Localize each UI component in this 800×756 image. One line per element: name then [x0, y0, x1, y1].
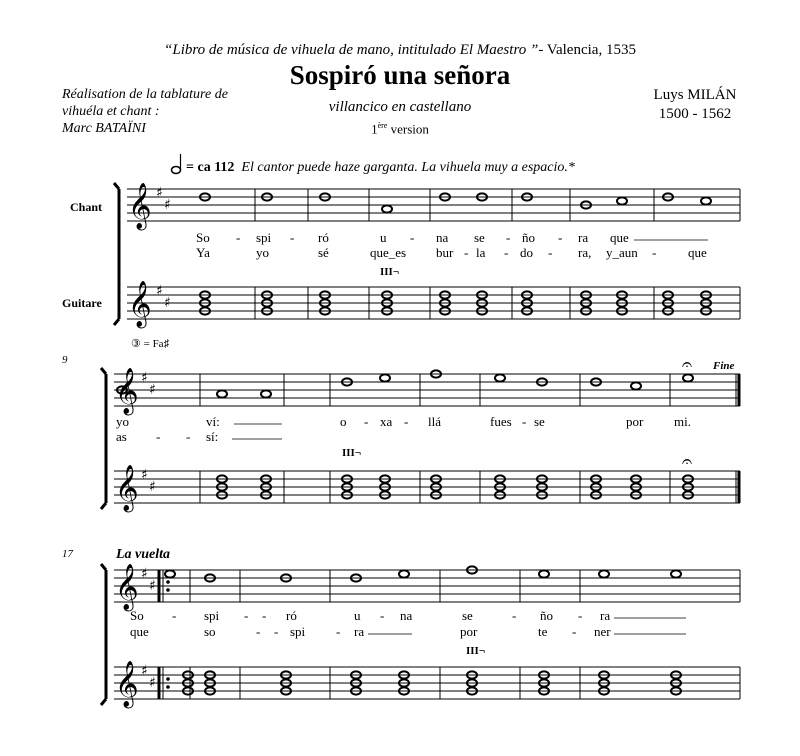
sharp-icon: ♯: [149, 479, 156, 495]
lyric: na: [436, 230, 449, 245]
lyric: -: [290, 230, 295, 245]
lyric: -: [464, 245, 469, 260]
treble-clef-icon: 𝄞: [128, 183, 152, 229]
tuning-note: ③ = Fa♯: [131, 338, 170, 350]
version-suffix: ère: [377, 121, 388, 130]
tempo-value: = ca 112: [186, 160, 235, 175]
lyric: -: [380, 608, 385, 623]
lyric: -: [652, 245, 657, 260]
repeat-dot: [166, 685, 170, 689]
whole-note: [380, 374, 390, 381]
sharp-icon: ♯: [164, 295, 171, 311]
lyric: xa: [380, 414, 393, 429]
lyric: ró: [318, 230, 329, 245]
lyric: u: [380, 230, 387, 245]
sharp-icon: ♯: [141, 663, 148, 679]
fine-marking: Fine: [713, 360, 735, 372]
arranger-line-1: Réalisation de la tablature de: [62, 87, 228, 102]
whole-note: [671, 570, 681, 577]
lyric: u: [354, 608, 361, 623]
whole-note: [399, 570, 409, 577]
sharp-icon: ♯: [164, 197, 171, 213]
composer-dates: 1500 - 1562: [658, 106, 732, 122]
sharp-icon: ♯: [141, 370, 148, 386]
lyric: o: [340, 414, 347, 429]
system-bracket: [101, 368, 106, 509]
measure-number-9: 9: [62, 354, 68, 366]
treble-clef-icon: 𝄞: [115, 564, 139, 610]
lyric: So: [130, 608, 144, 623]
version-number: 1: [371, 121, 378, 137]
treble-clef-icon: 𝄞: [115, 661, 139, 707]
lyric: ra: [578, 230, 589, 245]
sharp-icon: ♯: [149, 675, 156, 691]
lyric: bur: [436, 245, 454, 260]
barre-marking-2: III¬: [342, 447, 362, 459]
lyric: spi: [204, 608, 220, 623]
lyric: -: [578, 608, 583, 623]
lyric: -: [172, 608, 177, 623]
lyric: ra,: [578, 245, 592, 260]
lyric: -: [364, 414, 369, 429]
sharp-icon: ♯: [141, 566, 148, 582]
system-bracket: [114, 183, 119, 325]
lyric: -: [572, 624, 577, 639]
arranger-line-3: Marc BATAÏNI: [62, 121, 146, 136]
lyric: -: [274, 624, 279, 639]
lyric: sí:: [206, 429, 219, 444]
whole-note: [261, 390, 271, 397]
lyric: -: [262, 608, 267, 623]
lyric: So: [196, 230, 210, 245]
arranger-line-2: vihuéla et chant :: [62, 104, 160, 119]
lyric: te: [538, 624, 548, 639]
lyric: se: [474, 230, 485, 245]
lyric: mi.: [674, 414, 691, 429]
lyric: se: [534, 414, 545, 429]
tempo-instruction: El cantor puede haze garganta. La vihuela muy a espacio.*: [241, 160, 575, 175]
lyric: que: [610, 230, 629, 245]
lyric: que: [130, 624, 149, 639]
lyric: as: [116, 429, 127, 444]
whole-note: [631, 382, 641, 389]
lyric: que: [688, 245, 707, 260]
composer-name: Luys MILÁN: [653, 87, 737, 103]
treble-clef-icon: 𝄞: [115, 465, 139, 511]
whole-note: [599, 570, 609, 577]
repeat-dot: [166, 588, 170, 592]
barre-marking-3: III¬: [466, 645, 486, 657]
lyric: -: [522, 414, 527, 429]
whole-note: [539, 570, 549, 577]
lyric: ró: [286, 608, 297, 623]
half-note-head: [172, 167, 181, 174]
lyric: por: [460, 624, 478, 639]
lyric: -: [244, 608, 249, 623]
whole-note: [617, 197, 627, 204]
whole-note: [701, 197, 711, 204]
lyric: que_es: [370, 245, 407, 260]
whole-note: [165, 570, 175, 577]
repeat-dot: [166, 580, 170, 584]
whole-note: [683, 374, 693, 381]
lyric: -: [236, 230, 241, 245]
sharp-icon: ♯: [156, 185, 163, 201]
barre-marking-1: III¬: [380, 266, 400, 278]
lyric: -: [504, 245, 509, 260]
lyric: -: [256, 624, 261, 639]
page-title: Sospiró una señora: [289, 60, 511, 90]
lyric: ra: [354, 624, 365, 639]
lyric: se: [462, 608, 473, 623]
lyric: -: [336, 624, 341, 639]
version-word: version: [390, 121, 429, 137]
source-place-date: - Valencia, 1535: [538, 42, 636, 58]
lyric: -: [548, 245, 553, 260]
fermata-icon: 𝄐: [682, 354, 693, 375]
fermata-icon: 𝄐: [682, 451, 693, 472]
section-la-vuelta: La vuelta: [116, 547, 171, 562]
sharp-icon: ♯: [141, 467, 148, 483]
whole-note: [495, 374, 505, 381]
lyric: -: [156, 429, 161, 444]
lyric: -: [506, 230, 511, 245]
lyric: ño: [540, 608, 553, 623]
lyric: fues: [490, 414, 512, 429]
sharp-icon: ♯: [149, 578, 156, 594]
whole-note: [217, 390, 227, 397]
lyric: por: [626, 414, 644, 429]
lyric: -: [186, 429, 191, 444]
lyric: -: [404, 414, 409, 429]
lyric: -: [512, 608, 517, 623]
lyric: spi: [256, 230, 272, 245]
lyric: ra: [600, 608, 611, 623]
whole-note: [382, 205, 392, 212]
system-bracket: [101, 564, 106, 705]
voice-part-label: Chant: [70, 200, 103, 214]
lyric: so: [204, 624, 216, 639]
lyric: ño: [522, 230, 535, 245]
treble-clef-icon: 𝄞: [128, 281, 152, 327]
lyric: la: [476, 245, 486, 260]
treble-clef-icon: 𝄞: [115, 368, 139, 414]
lyric: -: [558, 230, 563, 245]
page-subtitle: villancico en castellano: [328, 99, 472, 115]
sharp-icon: ♯: [156, 283, 163, 299]
lyric: ví:: [206, 414, 220, 429]
lyric: sé: [318, 245, 329, 260]
lyric: llá: [428, 414, 441, 429]
sharp-icon: ♯: [149, 382, 156, 398]
source-title: “Libro de música de vihuela de mano, intitulado El Maestro ”: [164, 42, 539, 58]
lyric: na: [400, 608, 413, 623]
repeat-dot: [166, 677, 170, 681]
lyric: yo: [116, 414, 129, 429]
guitar-part-label: Guitare: [62, 296, 102, 310]
lyric: yo: [256, 245, 269, 260]
lyric: do: [520, 245, 533, 260]
measure-number-17: 17: [62, 548, 73, 560]
lyric: y_aun: [606, 245, 638, 260]
lyric: Ya: [196, 245, 210, 260]
lyric: spi: [290, 624, 306, 639]
lyric: ner: [594, 624, 611, 639]
lyric: -: [410, 230, 415, 245]
